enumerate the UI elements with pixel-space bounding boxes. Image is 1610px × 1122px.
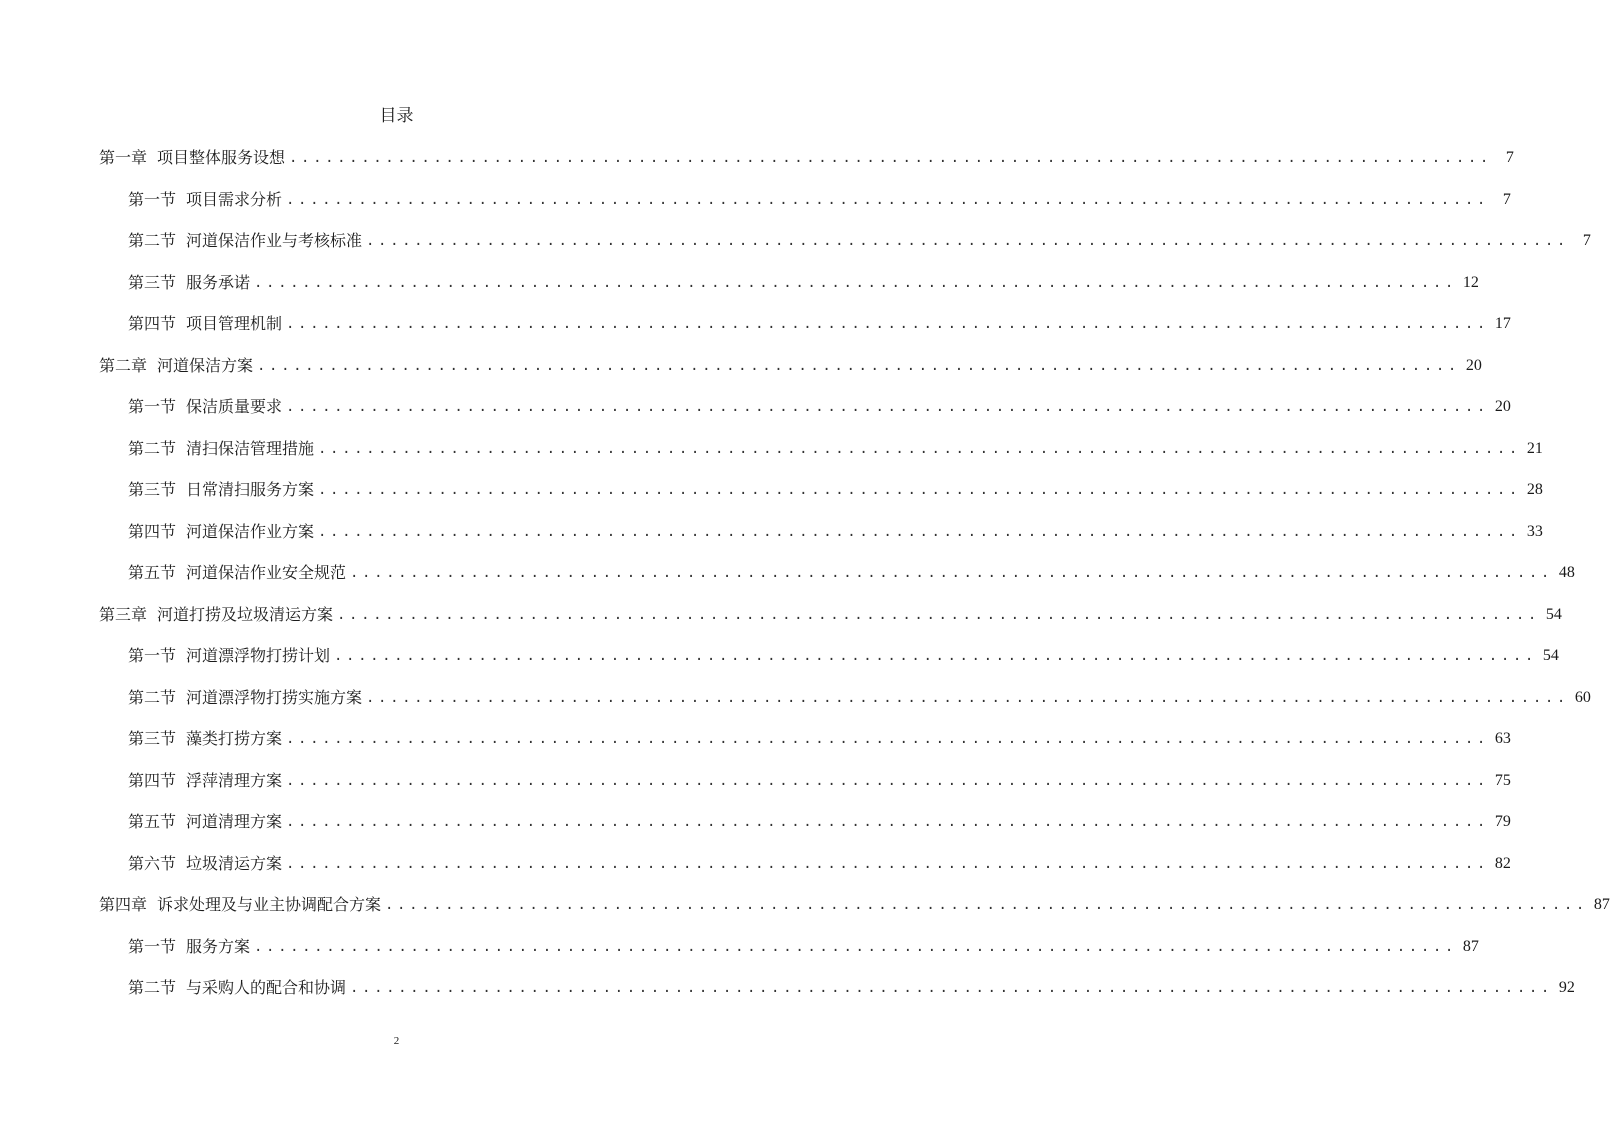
- dot-leader: ....................................................................................................: [286, 814, 1489, 830]
- dot-leader: ....................................................................................................: [289, 150, 1492, 166]
- toc-entry-section[interactable]: [128, 393, 1511, 421]
- dot-leader: ....................................................................................................: [254, 274, 1457, 291]
- toc-entry-title: 垃圾清运方案: [186, 853, 283, 873]
- toc-entry-prefix: 第一节: [128, 936, 177, 956]
- toc-entry-prefix: 第五节: [128, 563, 177, 582]
- toc-entry-prefix: 第二节: [128, 438, 177, 458]
- toc-entry-section[interactable]: [128, 227, 1591, 255]
- toc-entry-title: 清扫保洁管理措施: [186, 438, 315, 458]
- toc-entry-prefix: 第三节: [128, 729, 177, 748]
- toc-entry-section[interactable]: [128, 559, 1575, 587]
- dot-leader: ....................................................................................................: [286, 855, 1489, 872]
- toc-entry-prefix: 第二章: [99, 355, 148, 375]
- toc-entry-prefix: 第三章: [99, 604, 148, 624]
- toc-entry-prefix: 第一章: [99, 148, 148, 167]
- toc-entry-chapter-3[interactable]: [99, 601, 1562, 629]
- toc-entry-prefix: 第二节: [128, 687, 177, 707]
- toc-entry-title: 项目需求分析: [186, 189, 283, 209]
- toc-entry-title: 河道漂浮物打捞实施方案: [186, 687, 363, 707]
- toc-entry-prefix: 第四节: [128, 521, 177, 541]
- dot-leader: ....................................................................................................: [318, 523, 1521, 540]
- toc-entry-prefix: 第三节: [128, 272, 177, 292]
- toc-entry-page: 21: [1526, 439, 1543, 457]
- toc-entry-prefix: 第一节: [128, 189, 177, 209]
- dot-leader: ....................................................................................................: [350, 980, 1553, 996]
- toc-entry-title: 项目管理机制: [186, 314, 283, 333]
- toc-entry-page: 54: [1545, 605, 1562, 623]
- toc-entry-page: 87: [1462, 937, 1479, 955]
- dot-leader: ....................................................................................................: [334, 648, 1537, 664]
- toc-entry-section[interactable]: [128, 725, 1511, 753]
- toc-entry-prefix: 第四节: [128, 770, 177, 790]
- toc-entry-chapter-1[interactable]: [99, 144, 1514, 172]
- toc-entry-title: 河道保洁作业与考核标准: [186, 231, 363, 250]
- toc-entry-prefix: 第四节: [128, 314, 177, 333]
- toc-entry-page: 60: [1574, 688, 1591, 706]
- toc-entry-title: 河道保洁作业方案: [186, 521, 315, 541]
- toc-entry-page: 12: [1462, 273, 1479, 291]
- toc-entry-title: 河道清理方案: [186, 812, 283, 831]
- toc-entry-page: 33: [1526, 522, 1543, 540]
- toc-entry-title: 服务方案: [186, 936, 251, 956]
- toc-entry-page: 7: [1505, 149, 1514, 166]
- dot-leader: ....................................................................................................: [318, 440, 1521, 457]
- dot-leader: ....................................................................................................: [254, 938, 1457, 955]
- toc-entry-title: 浮萍清理方案: [186, 770, 283, 790]
- toc-entry-page: 63: [1494, 730, 1511, 747]
- toc-heading: 目录: [379, 106, 414, 126]
- toc-entry-section[interactable]: [128, 642, 1559, 670]
- dot-leader: ....................................................................................................: [318, 482, 1521, 498]
- toc-entry-prefix: 第四章: [99, 895, 148, 914]
- toc-entry-prefix: 第三节: [128, 480, 177, 499]
- toc-entry-prefix: 第二节: [128, 231, 177, 250]
- toc-entry-section[interactable]: [128, 808, 1511, 836]
- toc-entry-page: 87: [1593, 896, 1610, 913]
- toc-entry-title: 藻类打捞方案: [186, 729, 283, 748]
- toc-entry-section[interactable]: [128, 310, 1511, 338]
- dot-leader: ....................................................................................................: [286, 731, 1489, 747]
- toc-entry-title: 河道打捞及垃圾清运方案: [157, 604, 334, 624]
- toc-entry-title: 河道漂浮物打捞计划: [186, 646, 331, 665]
- dot-leader: ....................................................................................................: [257, 357, 1460, 374]
- toc-entry-prefix: 第二节: [128, 978, 177, 997]
- toc-entry-title: 项目整体服务设想: [157, 148, 286, 167]
- toc-entry-page: 75: [1494, 771, 1511, 789]
- toc-entry-title: 河道保洁作业安全规范: [186, 563, 347, 582]
- dot-leader: ....................................................................................................: [337, 606, 1540, 623]
- dot-leader: ....................................................................................................: [385, 897, 1588, 913]
- toc-entry-section[interactable]: [128, 684, 1591, 712]
- toc-entry-page: 7: [1502, 190, 1511, 208]
- dot-leader: ....................................................................................................: [286, 399, 1489, 415]
- dot-leader: ....................................................................................................: [366, 689, 1569, 706]
- toc-entry-prefix: 第一节: [128, 397, 177, 416]
- toc-entry-page: 54: [1542, 647, 1559, 664]
- dot-leader: ....................................................................................................: [286, 191, 1489, 208]
- toc-entry-page: 28: [1526, 481, 1543, 498]
- toc-entry-prefix: 第一节: [128, 646, 177, 665]
- dot-leader: ....................................................................................................: [286, 316, 1489, 332]
- toc-entry-title: 服务承诺: [186, 272, 251, 292]
- toc-entry-page: 20: [1494, 398, 1511, 415]
- toc-entry-section[interactable]: [128, 476, 1543, 504]
- toc-entry-page: 79: [1494, 813, 1511, 830]
- toc-entry-title: 日常清扫服务方案: [186, 480, 315, 499]
- toc-entry-page: 48: [1558, 564, 1575, 581]
- page-number: 2: [393, 1035, 400, 1047]
- toc-entry-chapter-4[interactable]: [99, 891, 1610, 919]
- toc-entry-prefix: 第五节: [128, 812, 177, 831]
- toc-entry-page: 82: [1494, 854, 1511, 872]
- toc-entry-prefix: 第六节: [128, 853, 177, 873]
- toc-entry-title: 与采购人的配合和协调: [186, 978, 347, 997]
- toc-entry-page: 20: [1465, 356, 1482, 374]
- dot-leader: ....................................................................................................: [286, 772, 1489, 789]
- toc-entry-section[interactable]: [128, 767, 1511, 795]
- toc-entry-section[interactable]: [128, 435, 1543, 463]
- toc-entry-section[interactable]: [128, 518, 1543, 546]
- toc-entry-chapter-2[interactable]: [99, 352, 1482, 380]
- toc-entry-page: 17: [1494, 315, 1511, 332]
- toc-entry-page: 92: [1558, 979, 1575, 996]
- toc-entry-title: 保洁质量要求: [186, 397, 283, 416]
- toc-entry-section[interactable]: [128, 850, 1511, 878]
- toc-entry-title: 河道保洁方案: [157, 355, 254, 375]
- toc-entry-page: 7: [1582, 232, 1591, 249]
- toc-entry-section[interactable]: [128, 186, 1511, 214]
- dot-leader: ....................................................................................................: [350, 565, 1553, 581]
- toc-entry-section[interactable]: [128, 933, 1479, 961]
- toc-entry-title: 诉求处理及与业主协调配合方案: [157, 895, 382, 914]
- toc-entry-section[interactable]: [128, 269, 1479, 297]
- dot-leader: ....................................................................................................: [366, 233, 1569, 249]
- toc-entry-section[interactable]: [128, 974, 1575, 1002]
